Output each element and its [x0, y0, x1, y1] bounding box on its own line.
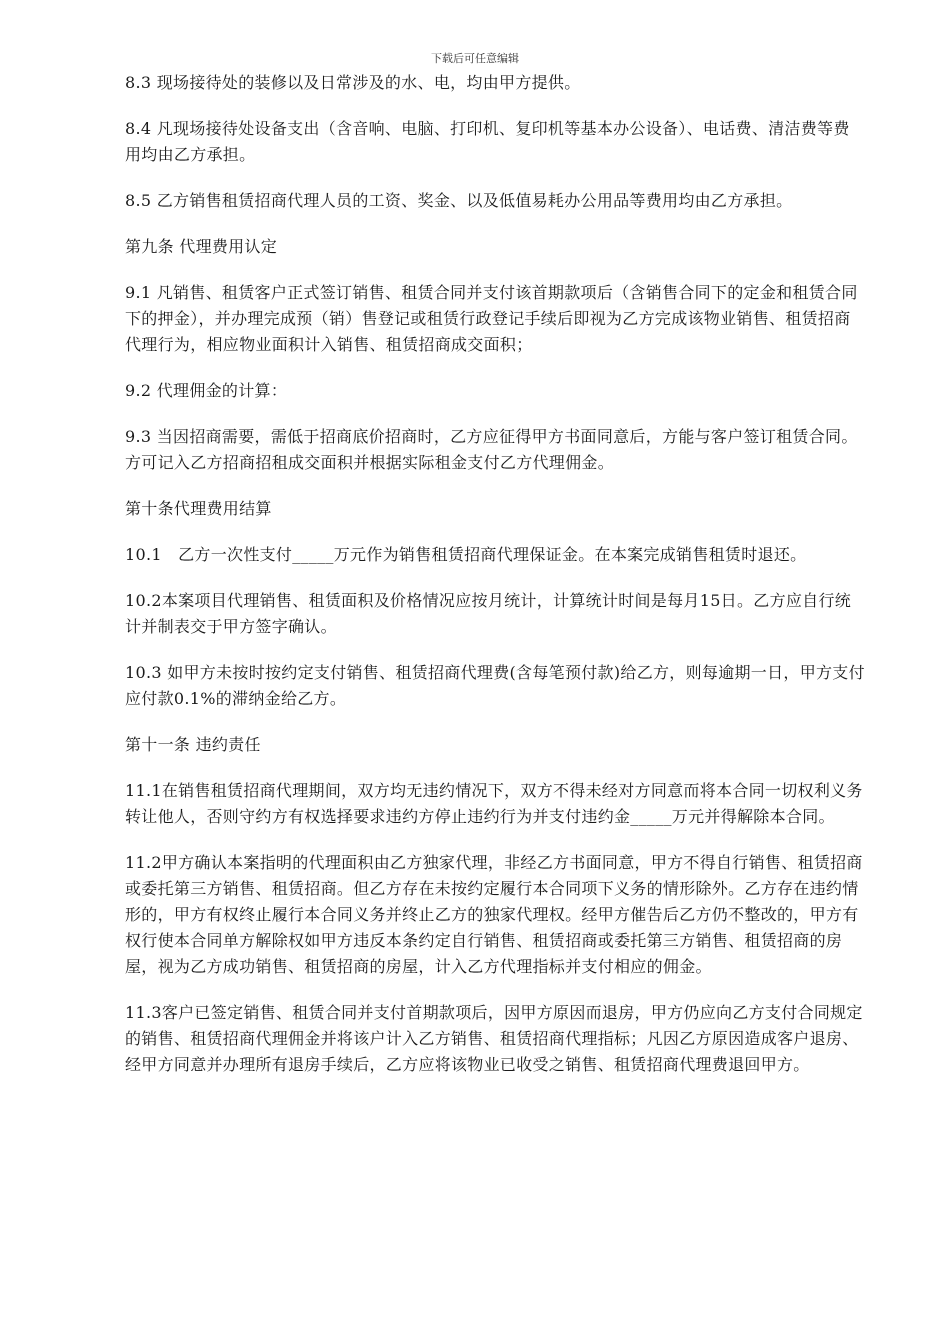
- page-header-note: 下载后可任意编辑: [431, 52, 519, 65]
- clause-9-2: 9.2 代理佣金的计算：: [125, 381, 288, 400]
- clause-11-3: 11.3客户已签定销售、租赁合同并支付首期款项后，因甲方原因而退房，甲方仍应向乙方支付合同规定的销售、租赁招商代理佣金并将该户计入乙方销售、租赁招商代理指标；凡因乙方原因造成客户退房、经甲方同意并办理所有退房手续后，乙方应将该物业已收受之销售、租赁招商代理费退回甲方。: [125, 1003, 863, 1074]
- clause-8-5: 8.5 乙方销售租赁招商代理人员的工资、奖金、以及低值易耗办公用品等费用均由乙方承担。: [125, 191, 793, 210]
- clause-8-3: 8.3 现场接待处的装修以及日常涉及的水、电，均由甲方提供。: [125, 73, 581, 92]
- clause-9-3: 9.3 当因招商需要，需低于招商底价招商时，乙方应征得甲方书面同意后，方能与客户签订租赁合同。方可记入乙方招商招租成交面积并根据实际租金支付乙方代理佣金。: [125, 427, 858, 472]
- clause-11-2: 11.2甲方确认本案指明的代理面积由乙方独家代理，非经乙方书面同意，甲方不得自行销售、租赁招商或委托第三方销售、租赁招商。但乙方存在未按约定履行本合同项下义务的情形除外。乙方存在违约情形的，甲方有权终止履行本合同义务并终止乙方的独家代理权。经甲方催告后乙方仍不整改的，甲方有权行使本合同单方解除权如甲方违反本条约定自行销售、租赁招商或委托第三方销售、租赁招商的房屋，视为乙方成功销售、租赁招商的房屋，计入乙方代理指标并支付相应的佣金。: [125, 853, 863, 976]
- clause-10-3: 10.3 如甲方未按时按约定支付销售、租赁招商代理费(含每笔预付款)给乙方，则每逾期一日，甲方支付应付款0.1%的滞纳金给乙方。: [125, 663, 865, 708]
- clause-10-1: 10.1 乙方一次性支付_____万元作为销售租赁招商代理保证金。在本案完成销售租赁时退还。: [125, 545, 807, 564]
- clause-11-1: 11.1在销售租赁招商代理期间，双方均无违约情况下，双方不得未经对方同意而将本合同一切权利义务转让他人，否则守约方有权选择要求违约方停止违约行为并支付违约金_____万元并得解除本合同。: [125, 781, 863, 826]
- article-10-heading: 第十条代理费用结算: [125, 499, 272, 518]
- clause-8-4: 8.4 凡现场接待处设备支出（含音响、电脑、打印机、复印机等基本办公设备）、电话费、清洁费等费用均由乙方承担。: [125, 119, 850, 164]
- document-body: [125, 70, 865, 1098]
- article-11-heading: 第十一条 违约责任: [125, 735, 261, 754]
- clause-9-1: 9.1 凡销售、租赁客户正式签订销售、租赁合同并支付该首期款项后（含销售合同下的定金和租赁合同下的押金），并办理完成预（销）售登记或租赁行政登记手续后即视为乙方完成该物业销售、租赁招商代理行为，相应物业面积计入销售、租赁招商成交面积；: [125, 283, 858, 354]
- article-9-heading: 第九条 代理费用认定: [125, 237, 278, 256]
- clause-10-2: 10.2本案项目代理销售、租赁面积及价格情况应按月统计，计算统计时间是每月15日。乙方应自行统计并制表交于甲方签字确认。: [125, 591, 852, 636]
